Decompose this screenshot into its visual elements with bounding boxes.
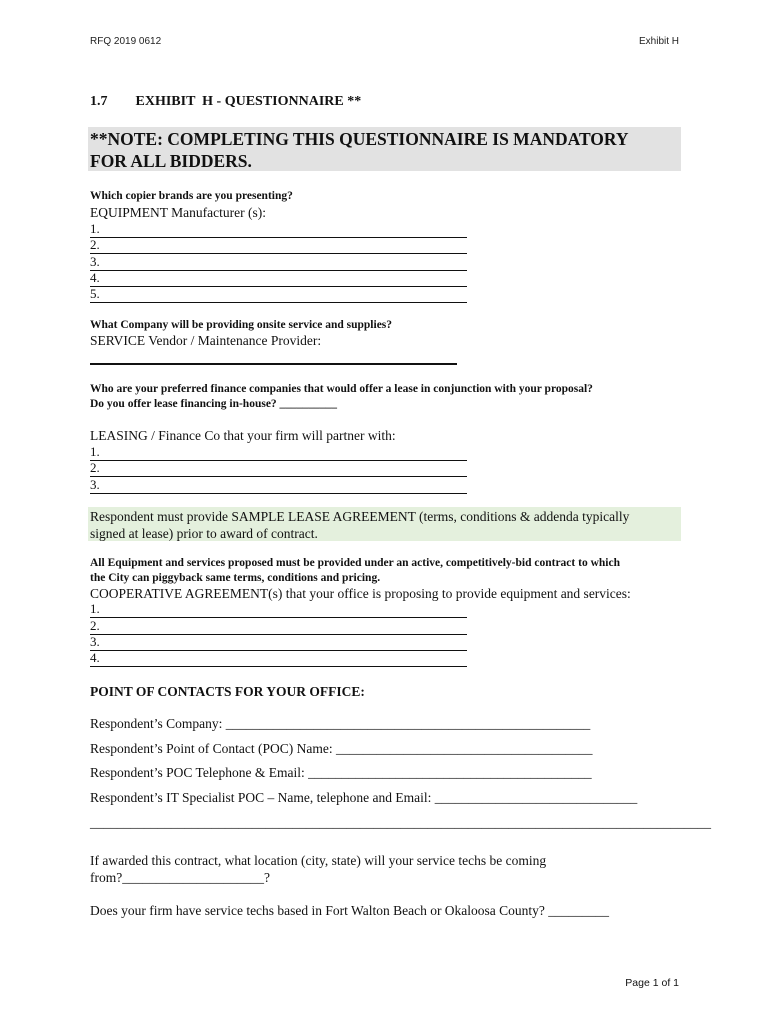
inhouse-lease-question: Do you offer lease financing in-house? __________ bbox=[90, 398, 338, 410]
cooperative-question-1: All Equipment and services proposed must be provided under an active, competitively-bid contract to which bbox=[90, 557, 620, 569]
local-techs-question[interactable]: Does your firm have service techs based in Fort Walton Beach or Okaloosa County? _________ bbox=[90, 903, 610, 918]
it-specialist-field-continued[interactable]: ____________________________________________________________________________________________ bbox=[90, 815, 711, 830]
copier-question: Which copier brands are you presenting? bbox=[90, 190, 293, 202]
leasing-line-1[interactable]: 1. bbox=[90, 444, 467, 461]
cooperative-line-3[interactable]: 3. bbox=[90, 634, 467, 651]
cooperative-question-2: the City can piggyback same terms, conditions and pricing. bbox=[90, 572, 381, 584]
lease-note-line-2: signed at lease) prior to award of contract. bbox=[90, 526, 318, 541]
equipment-line-2[interactable]: 2. bbox=[90, 237, 467, 254]
leasing-label: LEASING / Finance Co that your firm will partner with: bbox=[90, 428, 396, 443]
lease-note-line-1: Respondent must provide SAMPLE LEASE AGREEMENT (terms, conditions & addenda typically bbox=[90, 509, 630, 524]
equipment-line-5[interactable]: 5. bbox=[90, 286, 467, 303]
equipment-label: EQUIPMENT Manufacturer (s): bbox=[90, 205, 266, 220]
page-number: Page 1 of 1 bbox=[625, 977, 679, 989]
header-doc-id: RFQ 2019 0612 bbox=[90, 36, 162, 47]
service-vendor-line[interactable] bbox=[90, 347, 457, 365]
finance-question: Who are your preferred finance companies that would offer a lease in conjunction with your proposal? bbox=[90, 383, 593, 395]
leasing-line-2[interactable]: 2. bbox=[90, 460, 467, 477]
equipment-line-3[interactable]: 3. bbox=[90, 254, 467, 271]
equipment-line-4[interactable]: 4. bbox=[90, 270, 467, 287]
service-question: What Company will be providing onsite service and supplies? bbox=[90, 319, 393, 331]
cooperative-line-2[interactable]: 2. bbox=[90, 618, 467, 635]
service-location-question: If awarded this contract, what location (city, state) will your service techs be coming bbox=[90, 853, 547, 868]
section-title: 1.7 EXHIBIT H - QUESTIONNAIRE ** bbox=[90, 94, 362, 109]
service-label: SERVICE Vendor / Maintenance Provider: bbox=[90, 333, 322, 348]
cooperative-label: COOPERATIVE AGREEMENT(s) that your office is proposing to provide equipment and services: bbox=[90, 586, 631, 601]
cooperative-line-1[interactable]: 1. bbox=[90, 601, 467, 618]
mandatory-note-line-2: FOR ALL BIDDERS. bbox=[90, 151, 252, 171]
poc-name-field[interactable]: Respondent’s Point of Contact (POC) Name: ______________________________________ bbox=[90, 741, 593, 756]
mandatory-note-line-1: **NOTE: COMPLETING THIS QUESTIONNAIRE IS MANDATORY bbox=[90, 129, 629, 149]
respondent-company-field[interactable]: Respondent’s Company: ______________________________________________________ bbox=[90, 716, 591, 731]
header-exhibit-label: Exhibit H bbox=[638, 36, 679, 47]
mandatory-note bbox=[88, 127, 681, 171]
lease-agreement-note bbox=[88, 507, 681, 541]
service-location-field[interactable]: from?_____________________? bbox=[90, 870, 270, 885]
cooperative-line-4[interactable]: 4. bbox=[90, 650, 467, 667]
it-specialist-field[interactable]: Respondent’s IT Specialist POC – Name, telephone and Email: ______________________________ bbox=[90, 790, 638, 805]
poc-section-title: POINT OF CONTACTS FOR YOUR OFFICE: bbox=[90, 684, 365, 699]
equipment-line-1[interactable]: 1. bbox=[90, 221, 467, 238]
leasing-line-3[interactable]: 3. bbox=[90, 477, 467, 494]
poc-phone-email-field[interactable]: Respondent’s POC Telephone & Email: __________________________________________ bbox=[90, 765, 592, 780]
